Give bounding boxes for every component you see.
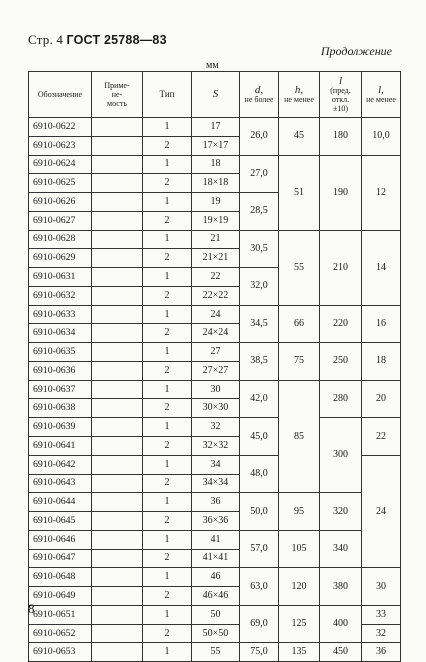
page-header [28,32,167,48]
cell-l1: 14 [362,230,401,305]
cell-applicability [92,118,143,137]
cell-l: 250 [320,343,362,381]
cell-l: 210 [320,230,362,305]
cell-applicability [92,418,143,437]
cell-l: 450 [320,643,362,662]
cell-l1: 30 [362,568,401,606]
table-row [29,343,401,362]
cell-s: 55 [192,643,240,662]
cell-l1: 12 [362,155,401,230]
cell-type: 2 [143,211,192,230]
col-type: Тип [143,72,192,118]
cell-designation: 6910-0642 [29,455,92,474]
cell-designation: 6910-0635 [29,343,92,362]
cell-designation: 6910-0638 [29,399,92,418]
cell-s: 21 [192,230,240,249]
cell-designation: 6910-0627 [29,211,92,230]
cell-type: 1 [143,605,192,624]
cell-designation: 6910-0625 [29,174,92,193]
cell-h: 75 [279,343,320,381]
col-designation: Обозначение [29,72,92,118]
table-row [29,230,401,249]
cell-l1: 10,0 [362,118,401,156]
cell-d: 26,0 [240,118,279,156]
cell-l1: 33 [362,605,401,624]
table-row [29,643,401,662]
cell-designation: 6910-0633 [29,305,92,324]
cell-type: 1 [143,230,192,249]
cell-designation: 6910-0639 [29,418,92,437]
cell-s: 36 [192,493,240,512]
cell-designation: 6910-0651 [29,605,92,624]
cell-type: 1 [143,193,192,212]
table-row [29,530,401,549]
cell-applicability [92,343,143,362]
cell-type: 2 [143,286,192,305]
cell-applicability [92,549,143,568]
cell-s: 34×34 [192,474,240,493]
cell-type: 1 [143,418,192,437]
cell-s: 50×50 [192,624,240,643]
col-h: h, не менее [279,72,320,118]
cell-applicability [92,455,143,474]
cell-type: 2 [143,361,192,380]
cell-applicability [92,474,143,493]
cell-type: 1 [143,643,192,662]
cell-l: 400 [320,605,362,643]
cell-h: 125 [279,605,320,643]
cell-applicability [92,230,143,249]
cell-applicability [92,286,143,305]
cell-s: 27 [192,343,240,362]
table-row [29,305,401,324]
cell-applicability [92,380,143,399]
cell-l1: 20 [362,380,401,418]
cell-d: 28,5 [240,193,279,231]
table-body [29,118,401,662]
cell-type: 2 [143,549,192,568]
cell-type: 2 [143,324,192,343]
cell-type: 1 [143,493,192,512]
cell-s: 41×41 [192,549,240,568]
cell-designation: 6910-0632 [29,286,92,305]
cell-d: 38,5 [240,343,279,381]
cell-l: 380 [320,568,362,606]
cell-type: 2 [143,249,192,268]
cell-l: 180 [320,118,362,156]
cell-type: 1 [143,118,192,137]
cell-designation: 6910-0637 [29,380,92,399]
cell-applicability [92,268,143,287]
cell-applicability [92,605,143,624]
cell-l1: 16 [362,305,401,343]
col-d: d, не более [240,72,279,118]
cell-l1: 24 [362,455,401,568]
cell-type: 1 [143,343,192,362]
cell-l: 300 [320,418,362,493]
cell-designation: 6910-0626 [29,193,92,212]
cell-d: 48,0 [240,455,279,493]
cell-s: 19×19 [192,211,240,230]
table-row [29,418,401,437]
page-label: Стр. 4 [28,32,64,47]
cell-l: 320 [320,493,362,531]
cell-s: 18×18 [192,174,240,193]
cell-designation: 6910-0623 [29,136,92,155]
cell-s: 17×17 [192,136,240,155]
cell-applicability [92,361,143,380]
col-s: S [192,72,240,118]
cell-d: 27,0 [240,155,279,193]
cell-h: 120 [279,568,320,606]
dimensions-table [28,71,401,662]
cell-designation: 6910-0644 [29,493,92,512]
continuation-label: Продолжение [320,44,392,58]
cell-d: 32,0 [240,268,279,306]
cell-l: 220 [320,305,362,343]
cell-applicability [92,530,143,549]
cell-d: 45,0 [240,418,279,456]
cell-designation: 6910-0646 [29,530,92,549]
cell-designation: 6910-0647 [29,549,92,568]
cell-h: 135 [279,643,320,662]
cell-d: 34,5 [240,305,279,343]
cell-applicability [92,512,143,531]
cell-type: 2 [143,174,192,193]
cell-l1: 22 [362,418,401,456]
cell-applicability [92,174,143,193]
cell-applicability [92,305,143,324]
cell-type: 2 [143,437,192,456]
cell-applicability [92,211,143,230]
col-l1: l, не менее [362,72,401,118]
cell-designation: 6910-0643 [29,474,92,493]
cell-type: 1 [143,530,192,549]
col-l: l (пред. откл. ±10) [320,72,362,118]
cell-applicability [92,643,143,662]
cell-d: 50,0 [240,493,279,531]
cell-applicability [92,568,143,587]
cell-l: 340 [320,530,362,568]
table-row [29,118,401,137]
cell-s: 22×22 [192,286,240,305]
cell-designation: 6910-0641 [29,437,92,456]
cell-designation: 6910-0631 [29,268,92,287]
cell-applicability [92,193,143,212]
table-row [29,155,401,174]
cell-applicability [92,437,143,456]
table-row [29,380,401,399]
cell-designation: 6910-0636 [29,361,92,380]
cell-s: 21×21 [192,249,240,268]
cell-designation: 6910-0648 [29,568,92,587]
cell-s: 30×30 [192,399,240,418]
cell-designation: 6910-0628 [29,230,92,249]
cell-applicability [92,399,143,418]
cell-type: 1 [143,455,192,474]
cell-h: 95 [279,493,320,531]
cell-s: 46 [192,568,240,587]
cell-s: 22 [192,268,240,287]
col-applicability: Приме- не- мость [92,72,143,118]
cell-s: 32 [192,418,240,437]
cell-s: 18 [192,155,240,174]
cell-designation: 6910-0652 [29,624,92,643]
cell-type: 2 [143,587,192,606]
cell-applicability [92,324,143,343]
cell-d: 30,5 [240,230,279,268]
cell-s: 17 [192,118,240,137]
cell-s: 30 [192,380,240,399]
cell-h: 45 [279,118,320,156]
cell-h: 66 [279,305,320,343]
cell-s: 24 [192,305,240,324]
cell-applicability [92,493,143,512]
cell-h: 85 [279,380,320,493]
cell-d: 75,0 [240,643,279,662]
cell-s: 41 [192,530,240,549]
cell-type: 2 [143,399,192,418]
cell-d: 42,0 [240,380,279,418]
cell-designation: 6910-0645 [29,512,92,531]
cell-type: 2 [143,136,192,155]
table-row [29,605,401,624]
cell-s: 27×27 [192,361,240,380]
cell-s: 32×32 [192,437,240,456]
cell-d: 57,0 [240,530,279,568]
cell-type: 1 [143,305,192,324]
cell-l: 280 [320,380,362,418]
cell-type: 2 [143,474,192,493]
standard-number: ГОСТ 25788—83 [66,33,167,47]
cell-h: 51 [279,155,320,230]
table-header-row [29,72,401,118]
cell-d: 69,0 [240,605,279,643]
cell-s: 46×46 [192,587,240,606]
unit-label: мм [206,60,219,71]
cell-s: 24×24 [192,324,240,343]
cell-designation: 6910-0624 [29,155,92,174]
cell-type: 1 [143,268,192,287]
cell-designation: 6910-0634 [29,324,92,343]
table-row [29,568,401,587]
cell-l1: 36 [362,643,401,662]
cell-designation: 6910-0629 [29,249,92,268]
cell-designation: 6910-0653 [29,643,92,662]
page-number: 8 [28,601,35,616]
cell-type: 1 [143,380,192,399]
cell-h: 55 [279,230,320,305]
cell-type: 2 [143,624,192,643]
cell-type: 2 [143,512,192,531]
cell-applicability [92,624,143,643]
cell-l1: 32 [362,624,401,643]
cell-designation: 6910-0622 [29,118,92,137]
cell-s: 34 [192,455,240,474]
cell-h: 105 [279,530,320,568]
cell-applicability [92,587,143,606]
table-row [29,493,401,512]
cell-type: 1 [143,568,192,587]
cell-applicability [92,249,143,268]
cell-s: 36×36 [192,512,240,531]
cell-s: 50 [192,605,240,624]
cell-applicability [92,136,143,155]
cell-l1: 18 [362,343,401,381]
cell-type: 1 [143,155,192,174]
cell-applicability [92,155,143,174]
cell-designation: 6910-0649 [29,587,92,606]
cell-d: 63,0 [240,568,279,606]
cell-s: 19 [192,193,240,212]
cell-l: 190 [320,155,362,230]
